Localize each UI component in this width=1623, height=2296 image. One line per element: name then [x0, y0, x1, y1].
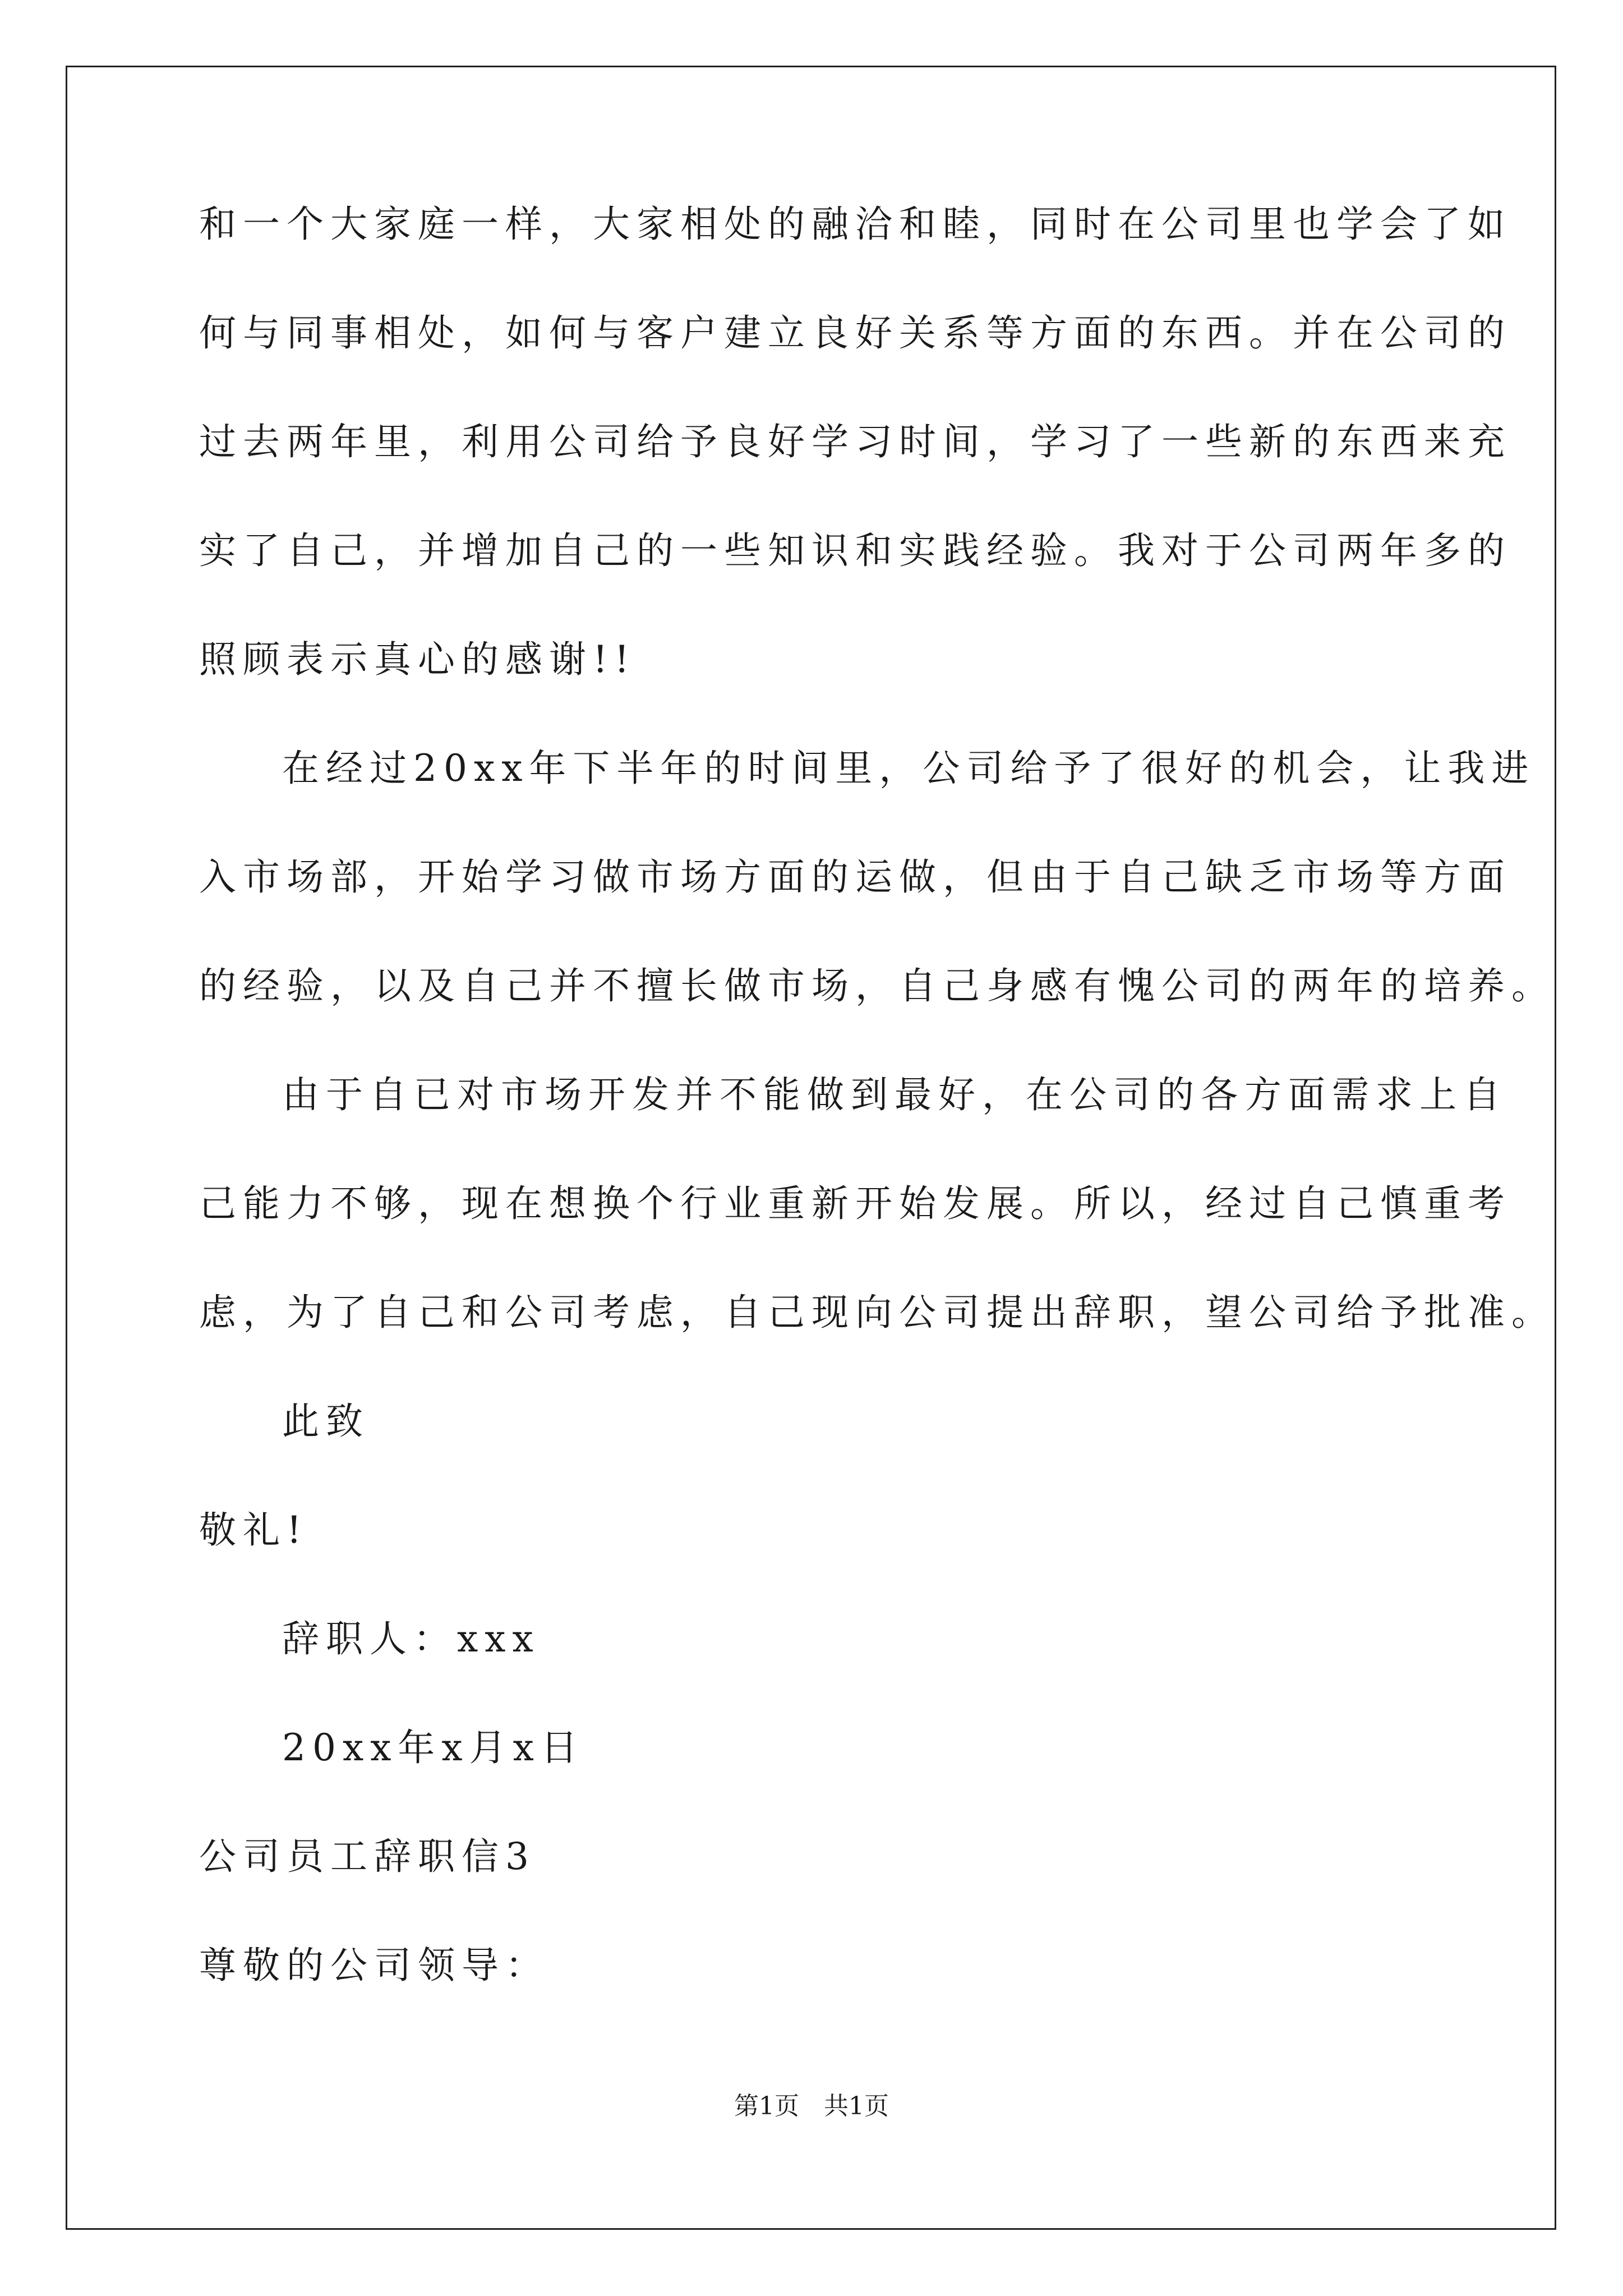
signature-line: 辞职人：xxx: [282, 1617, 540, 1660]
page-footer: 第1页 共1页: [734, 2092, 889, 2120]
closing-regards: 敬礼!: [199, 1508, 308, 1552]
paragraph-start-line: 在经过20xx年下半年的时间里，公司给予了很好的机会，让我进: [282, 747, 1536, 790]
section-title: 公司员工辞职信3: [199, 1835, 536, 1878]
text-line: 虑，为了自己和公司考虑，自己现向公司提出辞职，望公司给予批准。: [199, 1291, 1555, 1334]
date-line: 20xx年x月x日: [282, 1726, 584, 1769]
paragraph-start-line: 由于自已对市场开发并不能做到最好，在公司的各方面需求上自: [282, 1073, 1507, 1116]
text-line: 实了自己，并增加自己的一些知识和实践经验。我对于公司两年多的: [199, 529, 1511, 572]
text-line: 和一个大家庭一样，大家相处的融洽和睦，同时在公司里也学会了如: [199, 203, 1511, 246]
text-line: 照顾表示真心的感谢!!: [199, 638, 637, 681]
text-line: 入市场部，开始学习做市场方面的运做，但由于自己缺乏市场等方面: [199, 855, 1511, 899]
text-line: 的经验，以及自己并不擅长做市场，自己身感有愧公司的两年的培养。: [199, 964, 1555, 1007]
closing-salutation: 此致: [282, 1400, 370, 1443]
text-line: 何与同事相处，如何与客户建立良好关系等方面的东西。并在公司的: [199, 311, 1511, 355]
page-border: [66, 66, 1556, 2230]
text-line: 过去两年里，利用公司给予良好学习时间，学习了一些新的东西来充: [199, 420, 1511, 463]
greeting-line: 尊敬的公司领导：: [199, 1944, 549, 1987]
text-line: 己能力不够，现在想换个行业重新开始发展。所以，经过自己慎重考: [199, 1182, 1511, 1225]
